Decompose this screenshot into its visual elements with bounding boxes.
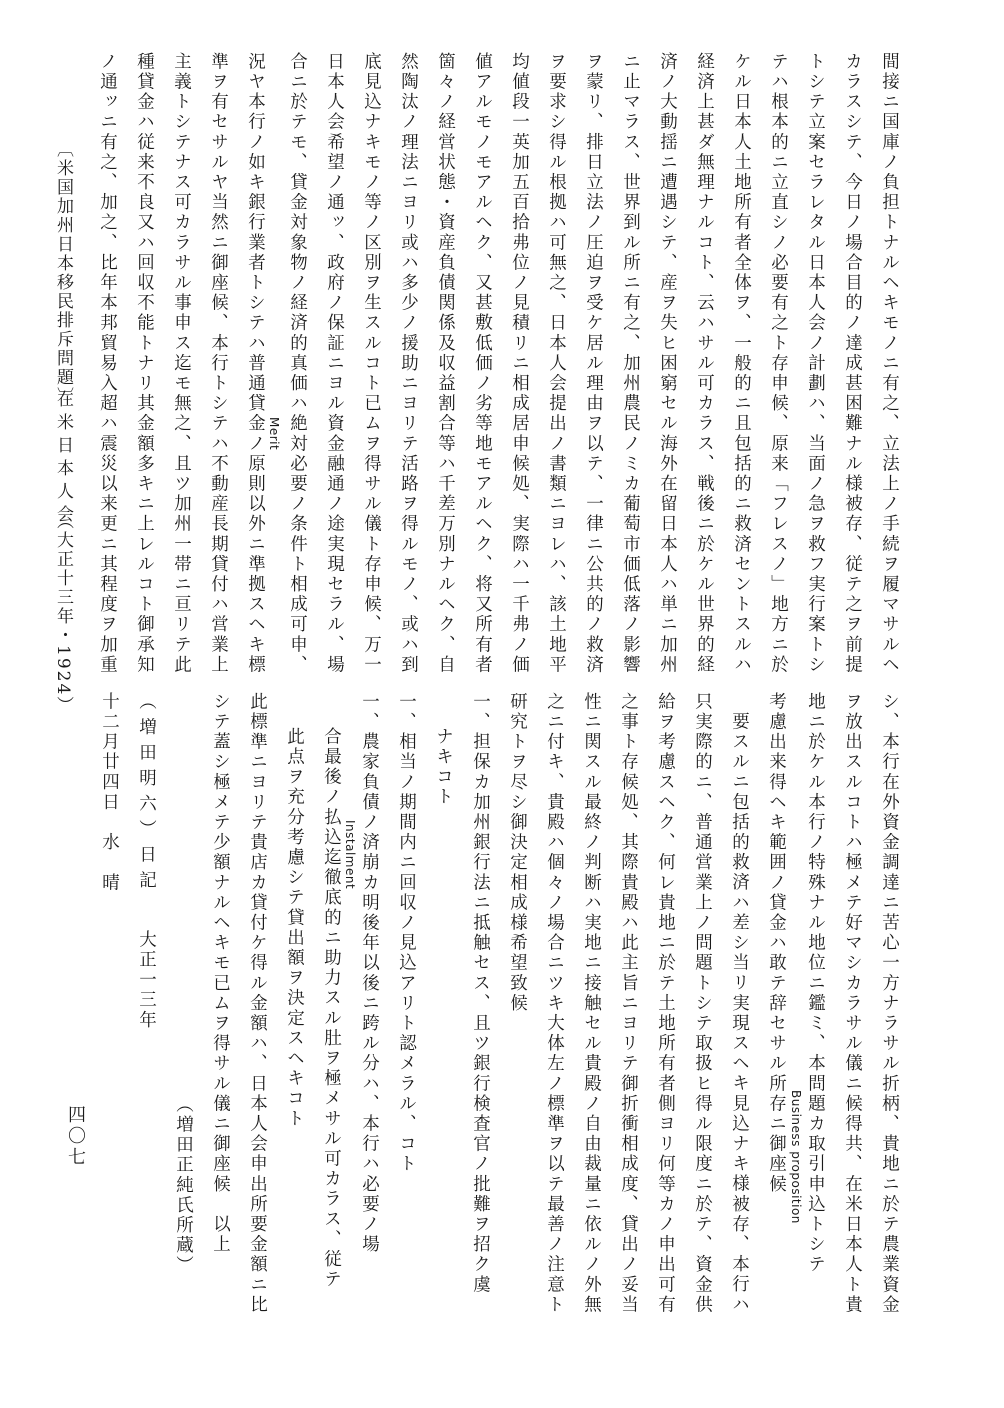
text-column: シ、本行在外資金調達ニ苦心一方ナラサル折柄、貴地ニ於テ農業資金 <box>879 692 900 1316</box>
text-column: 値アルモノモアルヘク、又甚敷低価ノ劣等地モアルヘク、将又所有者 <box>472 52 493 676</box>
text-column: 之事ト存候処、其際貴殿ハ此主旨ニヨリテ御折衝相成度、貸出ノ妥当 <box>618 692 639 1316</box>
text-column: ヲ蒙リ、排日立法ノ圧迫ヲ受ケ居ル理由ヲ以テ、一律ニ公共的ノ救済 <box>583 52 604 676</box>
text-column: 一、担保カ加州銀行法ニ抵触セス、且ツ銀行検査官ノ批難ヲ招ク虞 <box>470 692 491 1295</box>
text-column: 考慮出来得ヘキ範囲ノ貸金ハ敢テ辞セサル所存ニ御座候 <box>766 692 787 1195</box>
page-number: 四〇七 <box>65 1105 86 1168</box>
text-column: 要スルニ包括的救済ハ差シ当リ実現スヘキ見込ナキ様被存、本行ハ <box>729 712 750 1315</box>
text-column: 況ヤ本行ノ如キ銀行業者トシテハ普通貸金ノ原則以外ニ準拠スヘキ標 <box>245 52 266 676</box>
footer-date: （大正十三年・1924） <box>53 512 73 716</box>
text-column: 底見込ナキモノ等ノ区別ヲ生スルコト已ムヲ得サル儀ト存申候、万一 <box>361 52 382 676</box>
text-column: 此点ヲ充分考慮シテ貸出額ヲ決定スヘキコト <box>284 727 305 1129</box>
annotation-merit: Merit <box>267 417 281 451</box>
text-column: 給ヲ考慮スヘク、何レ貴地ニ於テ土地所有者側ヨリ何等カノ申出可有 <box>655 692 676 1316</box>
footer-source: 〔米国加州日本移民排斥問題〕 <box>53 140 73 406</box>
diary-date: 十二月廿四日 水 晴 <box>99 692 120 893</box>
diary-title: （増田明六）日記 <box>136 692 157 896</box>
text-column: 経済上甚ダ無理ナルコト、云ハサル可カラス、戦後ニ於ケル世界的経 <box>694 52 715 676</box>
text-column: 準ヲ有セサルヤ当然ニ御座候、本行トシテハ不動産長期貸付ハ営業上 <box>208 52 229 676</box>
text-column: ノ通ッニ有之、加之、比年本邦貿易入超ハ震災以来更ニ其程度ヲ加重 <box>97 52 118 676</box>
text-column: 之ニ付キ、貴殿ハ個々ノ場合ニツキ大体左ノ標準ヲ以テ最善ノ注意ト <box>544 692 565 1316</box>
diary-year: 大正一三年 <box>136 930 157 1031</box>
annotation-business-proposition: Business proposition <box>789 1090 803 1224</box>
text-column: 合ニ於テモ、貸金対象物ノ経済的真価ハ絶対必要ノ条件ト相成可申、 <box>287 52 308 676</box>
text-column: 均値段一英加五百拾弗位ノ見積リニ相成居申候処、実際ハ一千弗ノ価 <box>509 52 530 676</box>
footer-org: 在米日本人会 <box>53 390 73 528</box>
text-column: 箇々ノ経営状態・資産負債関係及収益割合等ハ千差万別ナルヘク、自 <box>435 52 456 676</box>
text-column: シテ蓋シ極メテ少額ナルヘキモ已ムヲ得サル儀ニ御座候 以上 <box>210 692 231 1255</box>
source-note: （増田正純氏所蔵） <box>173 1095 194 1276</box>
text-column: 一、相当ノ期間内ニ回収ノ見込アリト認メラル、コト <box>396 692 417 1175</box>
text-column: 種貸金ハ従来不良又ハ回収不能トナリ其金額多キニ上レルコト御承知 <box>134 52 155 676</box>
text-column: ナキコト <box>433 727 454 808</box>
text-column: テハ根本的ニ立直シノ必要有之ト存申候、原来「フレスノ」地方ニ於 <box>768 52 789 676</box>
text-column: 合最後ノ払込迄徹底的ニ助力スル肚ヲ極メサル可カラス、従テ <box>321 727 342 1290</box>
text-column: 研究トヲ尽シ御決定相成様希望致候 <box>507 692 528 1014</box>
text-column: 日本人会希望ノ通ッ、政府ノ保証ニヨル資金融通ノ途実現セラル、場 <box>324 52 345 676</box>
text-column: ヲ要求シ得ル根拠ハ可無之、日本人会提出ノ書類ニヨレハ、該土地平 <box>546 52 567 676</box>
text-column: 主義トシテナス可カラサル事申ス迄モ無之、且ツ加州一帯ニ亘リテ此 <box>171 52 192 676</box>
text-column: 只実際的ニ、普通営業上ノ問題トシテ取扱ヒ得ル限度ニ於テ、資金供 <box>692 692 713 1316</box>
text-column: ニ止マラス、世界到ル所ニ有之、加州農民ノミカ葡萄市価低落ノ影響 <box>620 52 641 676</box>
text-column: 性ニ関スル最終ノ判断ハ実地ニ接触セル貴殿ノ自由裁量ニ依ルノ外無 <box>581 692 602 1316</box>
text-column: トシテ立案セラレタル日本人会ノ計劃ハ、当面ノ急ヲ救フ実行案トシ <box>805 52 826 676</box>
text-column: ヲ放出スルコトハ極メテ好マシカラサル儀ニ候得共、在米日本人ト貴 <box>842 692 863 1316</box>
text-column: 済ノ大動揺ニ遭遇シテ、産ヲ失ヒ困窮セル海外在留日本人ハ単ニ加州 <box>657 52 678 676</box>
text-column: 然陶汰ノ理法ニヨリ或ハ多少ノ援助ニヨリテ活路ヲ得ルモノ、或ハ到 <box>398 52 419 676</box>
text-column: 地ニ於ケル本行ノ特殊ナル地位ニ鑑ミ、本問題カ取引申込トシテ <box>805 692 826 1275</box>
annotation-instalment: Instalment <box>343 820 357 890</box>
text-column: ケル日本人土地所有者全体ヲ、一般的ニ且包括的ニ救済セントスルハ <box>731 52 752 676</box>
text-column: カラスシテ、今日ノ場合目的ノ達成甚困難ナル様被存、従テ之ヲ前提 <box>842 52 863 676</box>
text-column: 此標準ニヨリテ貴店カ貸付ケ得ル金額ハ、日本人会申出所要金額ニ比 <box>247 692 268 1316</box>
text-column: 一、農家負債ノ済崩カ明後年以後ニ跨ル分ハ、本行ハ必要ノ場 <box>359 692 380 1255</box>
text-column: 間接ニ国庫ノ負担トナルヘキモノニ有之、立法上ノ手続ヲ履マサルヘ <box>879 52 900 676</box>
